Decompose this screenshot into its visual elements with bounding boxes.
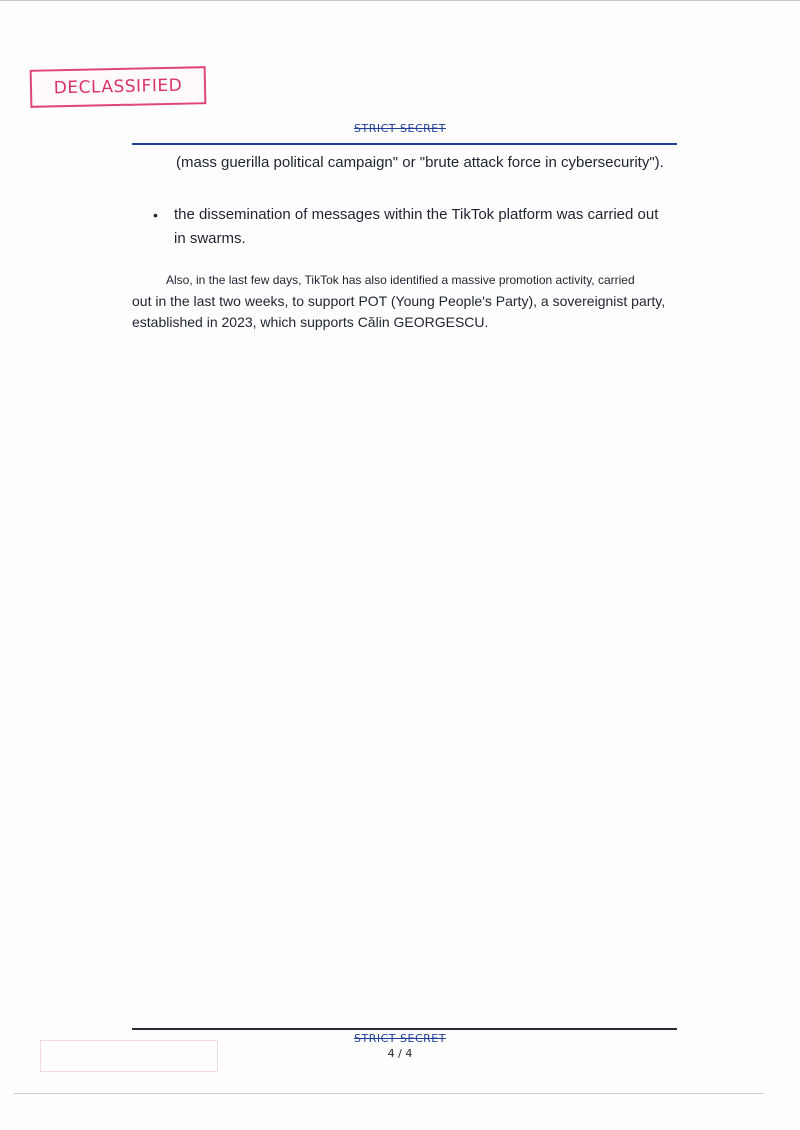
page-top-edge — [0, 0, 800, 1]
bullet-marker: • — [153, 207, 158, 223]
header-rule — [132, 143, 677, 145]
body-paragraph — [132, 270, 677, 333]
faded-stamp-mark — [40, 1040, 218, 1072]
declassified-stamp-text: DECLASSIFIED — [53, 75, 183, 99]
paragraph-first-line: Also, in the last few days, TikTok has also identified a massive promotion activity, carried — [166, 273, 635, 287]
page-bottom-edge — [14, 1093, 764, 1094]
bullet-item: the dissemination of messages within the TikTok platform was carried out in swarms. — [174, 206, 659, 247]
declassified-stamp — [30, 66, 207, 108]
continuation-line: (mass guerilla political campaign" or "brute attack force in cybersecurity"). — [176, 154, 664, 171]
paragraph-rest: out in the last two weeks, to support POT (Young People's Party), a sovereignist party, established in 2023, which supports Călin GEORGESCU. — [132, 293, 666, 330]
header-classification — [0, 122, 800, 135]
footer-rule — [132, 1028, 677, 1030]
page-number: 4 / 4 — [387, 1047, 413, 1060]
footer-classification-text: STRICT SECRET — [354, 1032, 446, 1045]
header-classification-text: STRICT SECRET — [354, 122, 446, 135]
